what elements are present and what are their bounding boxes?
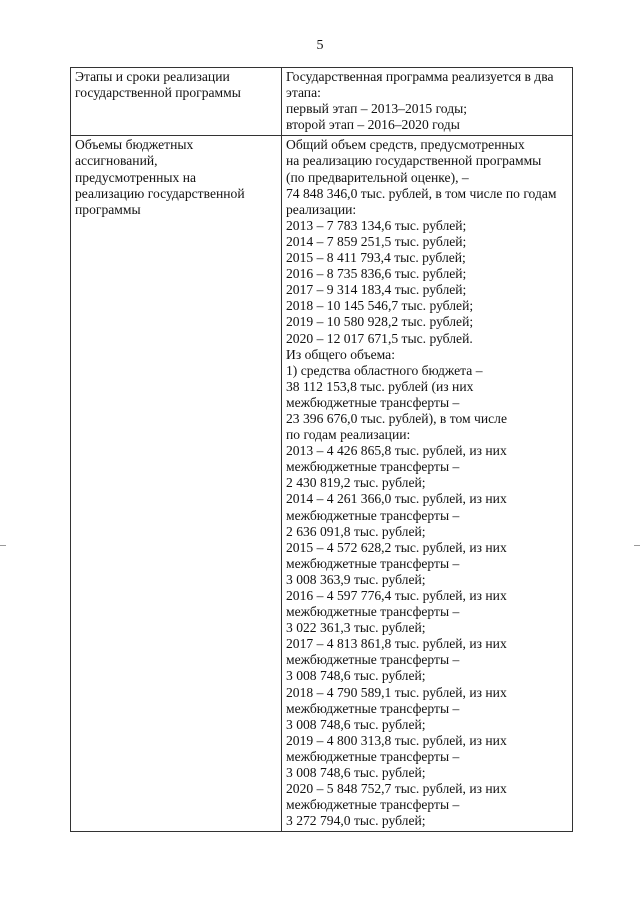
value-line: 3 008 748,6 тыс. рублей; — [286, 765, 426, 781]
value-line: (по предварительной оценке), – — [286, 169, 469, 185]
value-line: 3 008 748,6 тыс. рублей; — [286, 716, 426, 732]
value-line: 2 430 819,2 тыс. рублей; — [286, 475, 426, 491]
scan-edge-mark — [0, 545, 6, 546]
value-line: межбюджетные трансферты – — [286, 700, 460, 716]
value-line: 2017 – 4 813 861,8 тыс. рублей, из них — [286, 636, 507, 652]
value-line: 2014 – 7 859 251,5 тыс. рублей; — [286, 233, 467, 249]
value-line: 23 396 676,0 тыс. рублей), в том числе — [286, 410, 507, 426]
value-line: 74 848 346,0 тыс. рублей, в том числе по годам — [286, 185, 557, 201]
value-line: на реализацию государственной программы — [286, 153, 542, 169]
label-line: предусмотренных на — [75, 169, 197, 185]
value-line: 3 022 361,3 тыс. рублей; — [286, 620, 426, 636]
value-line: этапа: — [286, 85, 321, 101]
value-line: первый этап – 2013–2015 годы; — [286, 101, 468, 117]
value-line: Общий объем средств, предусмотренных — [286, 137, 525, 153]
value-line: 2018 – 10 145 546,7 тыс. рублей; — [286, 298, 474, 314]
value-line: реализации: — [286, 201, 357, 217]
value-line: межбюджетные трансферты – — [286, 604, 460, 620]
label-line: программы — [75, 201, 141, 217]
table-row — [71, 136, 573, 832]
value-line: 2020 – 12 017 671,5 тыс. рублей. — [286, 330, 473, 346]
value-line: 38 112 153,8 тыс. рублей (из них — [286, 378, 474, 394]
value-line: 2 636 091,8 тыс. рублей; — [286, 523, 426, 539]
table-row — [71, 68, 573, 136]
label-line: Объемы бюджетных — [75, 137, 194, 153]
value-line: 2015 – 8 411 793,4 тыс. рублей; — [286, 250, 466, 266]
value-line: межбюджетные трансферты – — [286, 652, 460, 668]
value-line: 2017 – 9 314 183,4 тыс. рублей; — [286, 282, 467, 298]
row-label-cell — [71, 136, 282, 832]
value-line: Из общего объема: — [286, 346, 395, 362]
value-line: 2019 – 4 800 313,8 тыс. рублей, из них — [286, 732, 507, 748]
value-line: 1) средства областного бюджета – — [286, 362, 483, 378]
value-line: межбюджетные трансферты – — [286, 797, 460, 813]
value-line: 2014 – 4 261 366,0 тыс. рублей, из них — [286, 491, 507, 507]
value-line: Государственная программа реализуется в два — [286, 69, 554, 84]
row-value-cell — [282, 136, 573, 832]
label-line: государственной программы — [75, 85, 241, 101]
label-line: Этапы и сроки реализации — [75, 69, 230, 84]
value-line: по годам реализации: — [286, 427, 411, 443]
value-line: межбюджетные трансферты – — [286, 394, 460, 410]
program-passport-table — [70, 67, 573, 832]
row-label-cell — [71, 68, 282, 136]
value-line: 2013 – 4 426 865,8 тыс. рублей, из них — [286, 443, 507, 459]
label-line: ассигнований, — [75, 153, 158, 169]
row-value-cell — [282, 68, 573, 136]
value-line: 2016 – 4 597 776,4 тыс. рублей, из них — [286, 588, 507, 603]
value-line: 2016 – 8 735 836,6 тыс. рублей; — [286, 266, 467, 282]
value-line: второй этап – 2016–2020 годы — [286, 117, 460, 133]
value-line: межбюджетные трансферты – — [286, 748, 460, 764]
value-line: 3 272 794,0 тыс. рублей; — [286, 813, 426, 829]
value-line: 2019 – 10 580 928,2 тыс. рублей; — [286, 314, 474, 330]
value-line: 2018 – 4 790 589,1 тыс. рублей, из них — [286, 684, 507, 700]
scan-edge-mark — [634, 545, 640, 546]
value-line: 3 008 363,9 тыс. рублей; — [286, 571, 426, 587]
value-line: 2015 – 4 572 628,2 тыс. рублей, из них — [286, 539, 507, 555]
value-line: межбюджетные трансферты – — [286, 555, 460, 571]
value-line: межбюджетные трансферты – — [286, 507, 460, 523]
label-line: реализацию государственной — [75, 185, 245, 201]
value-line: 2020 – 5 848 752,7 тыс. рублей, из них — [286, 781, 507, 797]
value-line: 2013 – 7 783 134,6 тыс. рублей; — [286, 217, 467, 233]
value-line: межбюджетные трансферты – — [286, 459, 460, 475]
value-line: 3 008 748,6 тыс. рублей; — [286, 668, 426, 684]
page-number: 5 — [316, 38, 324, 53]
